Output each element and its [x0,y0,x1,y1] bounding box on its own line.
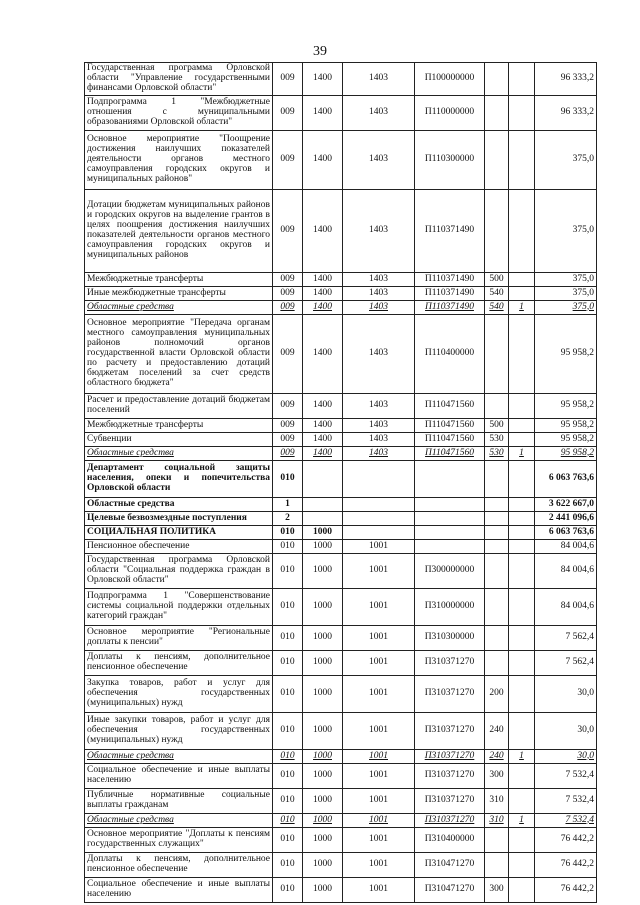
ministry-code: 010 [273,713,303,750]
section-code: 1000 [303,589,343,626]
funding-source [509,589,535,626]
expense-type: 240 [485,713,509,750]
table-row [85,498,597,512]
ministry-code: 010 [273,853,303,878]
table-row [85,853,597,878]
ministry-code: 010 [273,878,303,903]
expense-type [485,626,509,651]
row-name: Подпрограмма 1 "Межбюджетные отношения с муниципальными образованиями Орловской области" [85,96,273,131]
section-code [303,461,343,498]
table-row [85,273,597,287]
subsection-code: 1403 [343,96,415,131]
amount: 76 442,2 [535,878,597,903]
subsection-code: 1001 [343,713,415,750]
page-number: 39 [313,44,327,59]
section-code: 1400 [303,394,343,419]
subsection-code: 1403 [343,394,415,419]
section-code: 1000 [303,764,343,789]
funding-source [509,96,535,131]
subsection-code: 1403 [343,131,415,190]
table-row [85,433,597,447]
ministry-code: 009 [273,96,303,131]
funding-source: 1 [509,750,535,764]
funding-source [509,315,535,394]
row-name: Межбюджетные трансферты [85,273,273,287]
subsection-code: 1403 [343,301,415,315]
subsection-code: 1001 [343,540,415,554]
target-article: П300000000 [415,554,485,589]
amount: 7 532,4 [535,814,597,828]
ministry-code: 010 [273,789,303,814]
expense-type: 530 [485,433,509,447]
target-article [415,461,485,498]
section-code: 1400 [303,96,343,131]
row-name: Пенсионное обеспечение [85,540,273,554]
funding-source: 1 [509,447,535,461]
table-row [85,540,597,554]
ministry-code: 010 [273,589,303,626]
section-code: 1000 [303,814,343,828]
row-name: Субвенции [85,433,273,447]
target-article: П310371270 [415,789,485,814]
table-row [85,419,597,433]
ministry-code: 010 [273,540,303,554]
section-code: 1400 [303,447,343,461]
target-article: П110300000 [415,131,485,190]
section-code: 1000 [303,853,343,878]
funding-source: 1 [509,814,535,828]
subsection-code: 1001 [343,764,415,789]
subsection-code [343,461,415,498]
expense-type: 310 [485,814,509,828]
subsection-code: 1001 [343,676,415,713]
table-row [85,301,597,315]
ministry-code: 009 [273,190,303,273]
funding-source [509,713,535,750]
expense-type [485,63,509,96]
row-name: Областные средства [85,750,273,764]
target-article: П110471560 [415,394,485,419]
ministry-code: 009 [273,63,303,96]
ministry-code: 010 [273,626,303,651]
funding-source [509,394,535,419]
target-article: П310371270 [415,814,485,828]
amount: 84 004,6 [535,554,597,589]
target-article: П310000000 [415,589,485,626]
expense-type [485,853,509,878]
amount: 95 958,2 [535,315,597,394]
funding-source [509,878,535,903]
table-row [85,554,597,589]
expense-type [485,589,509,626]
ministry-code: 009 [273,394,303,419]
expense-type: 500 [485,273,509,287]
amount: 84 004,6 [535,589,597,626]
section-code: 1400 [303,131,343,190]
row-name: Социальное обеспечение и иные выплаты населению [85,764,273,789]
table-row [85,96,597,131]
target-article: П110371490 [415,190,485,273]
table-row [85,764,597,789]
ministry-code: 009 [273,447,303,461]
amount: 6 063 763,6 [535,461,597,498]
target-article: П310471270 [415,878,485,903]
expense-type: 500 [485,419,509,433]
row-name: Областные средства [85,301,273,315]
funding-source [509,853,535,878]
table-row [85,63,597,96]
expense-type: 540 [485,301,509,315]
expense-type: 300 [485,764,509,789]
section-code: 1400 [303,419,343,433]
table-row [85,828,597,853]
funding-source [509,512,535,526]
amount: 375,0 [535,131,597,190]
section-code: 1000 [303,526,343,540]
target-article: П310471270 [415,853,485,878]
subsection-code: 1001 [343,878,415,903]
ministry-code: 009 [273,301,303,315]
section-code: 1000 [303,878,343,903]
expense-type: 200 [485,676,509,713]
amount: 30,0 [535,750,597,764]
row-name: Расчет и предоставление дотаций бюджетам поселений [85,394,273,419]
row-name: Департамент социальной защиты населения, опеки и попечительства Орловской области [85,461,273,498]
row-name: Иные межбюджетные трансферты [85,287,273,301]
subsection-code [343,498,415,512]
subsection-code: 1001 [343,626,415,651]
table-row [85,131,597,190]
target-article: П110371490 [415,273,485,287]
subsection-code [343,526,415,540]
funding-source [509,287,535,301]
subsection-code: 1001 [343,589,415,626]
row-name: Основное мероприятие "Передача органам местного самоуправления муниципальных районов полномочий органов государственной власти Орловской области по расчету и предоставлению дотаций бюджетам поселений за счет средств областного бюджета" [85,315,273,394]
ministry-code: 010 [273,461,303,498]
row-name: Государственная программа Орловской области "Управление государственными финансами Орловской области" [85,63,273,96]
ministry-code: 010 [273,526,303,540]
subsection-code: 1403 [343,63,415,96]
target-article [415,540,485,554]
row-name: Социальное обеспечение и иные выплаты населению [85,878,273,903]
target-article: П110371490 [415,301,485,315]
table-row [85,814,597,828]
budget-table-body [85,63,597,903]
amount: 7 532,4 [535,764,597,789]
amount: 95 958,2 [535,394,597,419]
section-code [303,512,343,526]
section-code: 1000 [303,789,343,814]
table-row [85,750,597,764]
expense-type: 310 [485,789,509,814]
expense-type [485,540,509,554]
section-code: 1000 [303,626,343,651]
expense-type [485,315,509,394]
table-row [85,526,597,540]
funding-source: 1 [509,301,535,315]
funding-source [509,63,535,96]
section-code: 1000 [303,540,343,554]
expense-type [485,498,509,512]
subsection-code: 1403 [343,315,415,394]
expense-type [485,96,509,131]
target-article: П310371270 [415,676,485,713]
section-code: 1400 [303,315,343,394]
table-row [85,626,597,651]
funding-source [509,131,535,190]
amount: 95 958,2 [535,433,597,447]
section-code: 1400 [303,301,343,315]
target-article: П310300000 [415,626,485,651]
row-name: Публичные нормативные социальные выплаты гражданам [85,789,273,814]
row-name: Иные закупки товаров, работ и услуг для обеспечения государственных (муниципальных) нужд [85,713,273,750]
subsection-code: 1403 [343,419,415,433]
ministry-code: 010 [273,651,303,676]
target-article: П310371270 [415,651,485,676]
funding-source [509,190,535,273]
amount: 96 333,2 [535,96,597,131]
ministry-code: 010 [273,764,303,789]
section-code: 1000 [303,713,343,750]
subsection-code: 1403 [343,447,415,461]
ministry-code: 010 [273,554,303,589]
table-row [85,713,597,750]
subsection-code: 1001 [343,750,415,764]
target-article: П310371270 [415,713,485,750]
ministry-code: 010 [273,814,303,828]
subsection-code: 1001 [343,814,415,828]
expense-type [485,512,509,526]
target-article: П310371270 [415,764,485,789]
table-row [85,789,597,814]
row-name: Доплаты к пенсиям, дополнительное пенсионное обеспечение [85,651,273,676]
ministry-code: 010 [273,750,303,764]
row-name: Основное мероприятие "Региональные доплаты к пенсии" [85,626,273,651]
section-code: 1000 [303,651,343,676]
section-code: 1000 [303,676,343,713]
target-article: П110400000 [415,315,485,394]
row-name: Государственная программа Орловской области "Социальная поддержка граждан в Орловской области" [85,554,273,589]
amount: 30,0 [535,676,597,713]
expense-type: 530 [485,447,509,461]
ministry-code: 009 [273,131,303,190]
amount: 95 958,2 [535,419,597,433]
funding-source [509,789,535,814]
funding-source [509,554,535,589]
row-name: Основное мероприятие "Доплаты к пенсиям государственных служащих" [85,828,273,853]
expense-type [485,190,509,273]
table-row [85,447,597,461]
expense-type [485,651,509,676]
row-name: Областные средства [85,814,273,828]
subsection-code: 1001 [343,554,415,589]
budget-table [84,62,597,903]
funding-source [509,828,535,853]
row-name: Межбюджетные трансферты [85,419,273,433]
amount: 7 562,4 [535,651,597,676]
row-name: СОЦИАЛЬНАЯ ПОЛИТИКА [85,526,273,540]
ministry-code: 1 [273,498,303,512]
section-code [303,498,343,512]
section-code: 1400 [303,273,343,287]
row-name: Доплаты к пенсиям, дополнительное пенсионное обеспечение [85,853,273,878]
funding-source [509,433,535,447]
section-code: 1400 [303,190,343,273]
target-article: П110471560 [415,419,485,433]
target-article: П110371490 [415,287,485,301]
amount: 30,0 [535,713,597,750]
amount: 375,0 [535,273,597,287]
amount: 7 532,4 [535,789,597,814]
ministry-code: 009 [273,419,303,433]
amount: 375,0 [535,301,597,315]
funding-source [509,676,535,713]
funding-source [509,273,535,287]
table-row [85,878,597,903]
amount: 76 442,2 [535,828,597,853]
subsection-code: 1001 [343,789,415,814]
expense-type [485,461,509,498]
ministry-code: 2 [273,512,303,526]
amount: 2 441 096,6 [535,512,597,526]
subsection-code: 1001 [343,651,415,676]
section-code: 1000 [303,554,343,589]
amount: 6 063 763,6 [535,526,597,540]
section-code: 1000 [303,750,343,764]
target-article: П310371270 [415,750,485,764]
table-row [85,676,597,713]
row-name: Дотации бюджетам муниципальных районов и городских округов на выделение грантов в целях поощрения достижения наилучших показателей деятельности органов местного самоуправления городских округов и муниципальных районов [85,190,273,273]
subsection-code: 1001 [343,853,415,878]
amount: 96 333,2 [535,63,597,96]
ministry-code: 009 [273,287,303,301]
expense-type [485,526,509,540]
ministry-code: 009 [273,273,303,287]
funding-source [509,461,535,498]
table-row [85,512,597,526]
target-article [415,512,485,526]
funding-source [509,419,535,433]
expense-type: 300 [485,878,509,903]
table-row [85,315,597,394]
ministry-code: 009 [273,315,303,394]
ministry-code: 010 [273,676,303,713]
table-row [85,461,597,498]
row-name: Областные средства [85,447,273,461]
amount: 375,0 [535,287,597,301]
target-article: П100000000 [415,63,485,96]
amount: 3 622 667,0 [535,498,597,512]
funding-source [509,498,535,512]
funding-source [509,540,535,554]
subsection-code: 1403 [343,273,415,287]
target-article [415,526,485,540]
amount: 84 004,6 [535,540,597,554]
table-row [85,651,597,676]
target-article [415,498,485,512]
row-name: Основное мероприятие "Поощрение достижения наилучших показателей деятельности органов местного самоуправления городских округов и муниципальных районов" [85,131,273,190]
funding-source [509,764,535,789]
expense-type: 240 [485,750,509,764]
subsection-code: 1001 [343,828,415,853]
amount: 95 958,2 [535,447,597,461]
expense-type [485,554,509,589]
row-name: Целевые безвозмездные поступления [85,512,273,526]
funding-source [509,651,535,676]
funding-source [509,526,535,540]
expense-type [485,828,509,853]
expense-type [485,131,509,190]
table-row [85,394,597,419]
amount: 7 562,4 [535,626,597,651]
table-row [85,287,597,301]
target-article: П110471560 [415,433,485,447]
section-code: 1000 [303,828,343,853]
subsection-code: 1403 [343,433,415,447]
subsection-code: 1403 [343,287,415,301]
target-article: П110471560 [415,447,485,461]
section-code: 1400 [303,287,343,301]
funding-source [509,626,535,651]
section-code: 1400 [303,433,343,447]
row-name: Подпрограмма 1 "Совершенствование системы социальной поддержки отдельных категорий граждан" [85,589,273,626]
section-code: 1400 [303,63,343,96]
table-row [85,589,597,626]
amount: 76 442,2 [535,853,597,878]
row-name: Областные средства [85,498,273,512]
table-row [85,190,597,273]
ministry-code: 009 [273,433,303,447]
subsection-code [343,512,415,526]
row-name: Закупка товаров, работ и услуг для обеспечения государственных (муниципальных) нужд [85,676,273,713]
ministry-code: 010 [273,828,303,853]
subsection-code: 1403 [343,190,415,273]
target-article: П310400000 [415,828,485,853]
amount: 375,0 [535,190,597,273]
expense-type [485,394,509,419]
target-article: П110000000 [415,96,485,131]
expense-type: 540 [485,287,509,301]
